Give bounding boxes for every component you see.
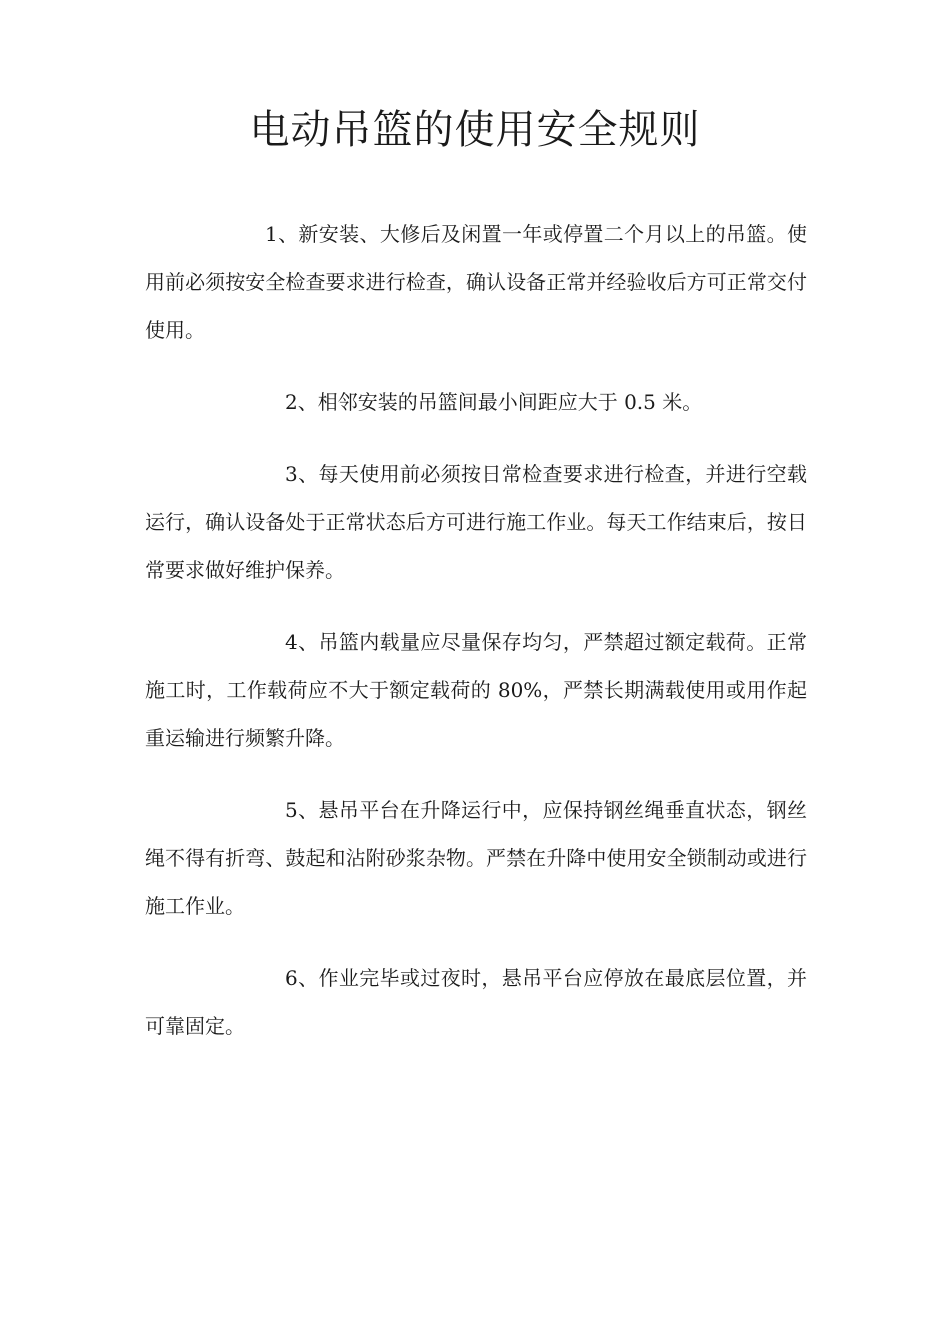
document-title: 电动吊篮的使用安全规则: [249, 107, 701, 153]
rule-paragraph-4: 4、吊篮内载量应尽量保存均匀，严禁超过额定载荷。正常施工时，工作载荷应不大于额定载荷的 80%，严禁长期满载使用或用作起重运输进行频繁升降。: [145, 630, 807, 750]
rule-paragraph-6: 6、作业完毕或过夜时，悬吊平台应停放在最底层位置，并可靠固定。: [145, 966, 807, 1038]
rule-paragraph-3: 3、每天使用前必须按日常检查要求进行检查，并进行空载运行，确认设备处于正常状态后方可进行施工作业。每天工作结束后，按日常要求做好维护保养。: [145, 462, 807, 582]
rule-paragraph-1: 1、新安装、大修后及闲置一年或停置二个月以上的吊篮。使用前必须按安全检查要求进行检查，确认设备正常并经验收后方可正常交付使用。: [145, 222, 807, 342]
rule-paragraph-2: 2、相邻安装的吊篮间最小间距应大于 0.5 米。: [285, 390, 703, 414]
document-body: [145, 210, 807, 1050]
rule-paragraph-5: 5、悬吊平台在升降运行中，应保持钢丝绳垂直状态，钢丝绳不得有折弯、鼓起和沾附砂浆杂物。严禁在升降中使用安全锁制动或进行施工作业。: [145, 798, 807, 918]
